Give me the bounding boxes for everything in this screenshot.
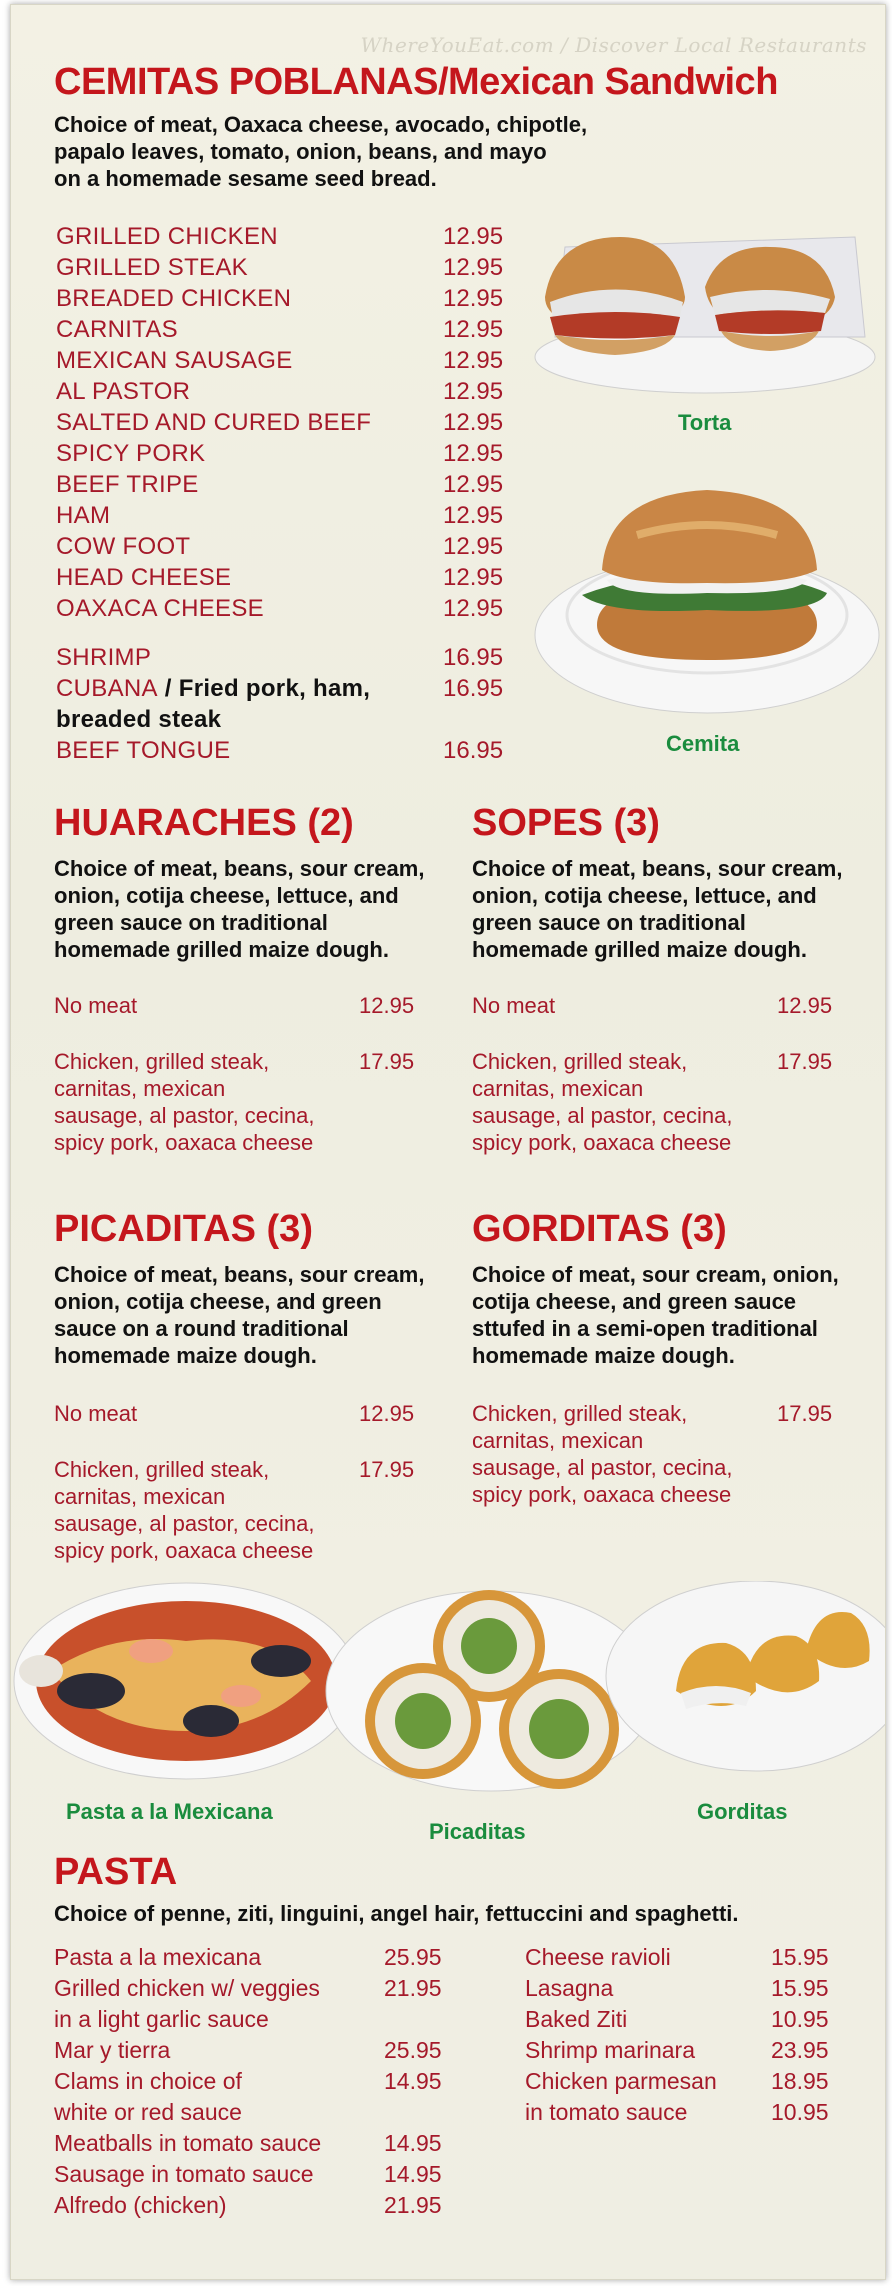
desc-line: onion, cotija cheese, and green: [54, 1289, 382, 1314]
menu-item-meats: [472, 1048, 733, 1156]
cemita-caption: Cemita: [666, 731, 740, 756]
pasta-prices-left: [384, 1942, 442, 2221]
menu-price: 10.95: [771, 2099, 829, 2125]
menu-price: 12.95: [443, 285, 504, 312]
item-line: carnitas, mexican: [54, 1076, 226, 1101]
cemitas-prices: [443, 221, 503, 624]
pasta-prices-right: [771, 1942, 829, 2128]
menu-price: 10.95: [771, 2006, 829, 2032]
menu-item-meats: [54, 1048, 315, 1156]
menu-item: in tomato sauce: [525, 2099, 688, 2125]
menu-price: 12.95: [443, 254, 504, 281]
menu-item-cubana: [56, 673, 370, 704]
desc-line: sauce on a round traditional: [54, 1316, 349, 1341]
menu-item: Grilled chicken w/ veggies: [54, 1975, 320, 2001]
item-line: carnitas, mexican: [54, 1484, 226, 1509]
menu-item: AL PASTOR: [56, 378, 191, 405]
menu-item: Pasta a la mexicana: [54, 1944, 262, 1970]
menu-item: SHRIMP: [56, 644, 152, 671]
menu-item: Baked Ziti: [525, 2006, 628, 2032]
picaditas-description: [54, 1261, 424, 1369]
huaraches-description: [54, 855, 424, 963]
menu-price: 17.95: [359, 1457, 415, 1482]
picaditas-photo-caption: Picaditas: [429, 1819, 526, 1844]
menu-price: 15.95: [771, 1975, 829, 2001]
cubana-name: CUBANA: [56, 675, 158, 702]
menu-price: 12.95: [443, 533, 504, 560]
menu-item: COW FOOT: [56, 533, 191, 560]
cubana-detail: Fried pork, ham,: [178, 675, 371, 702]
cemitas-items: [56, 221, 376, 624]
torta-caption: Torta: [678, 410, 732, 435]
menu-item: SPICY PORK: [56, 440, 206, 467]
gorditas-title: GORDITAS (3): [472, 1208, 727, 1250]
desc-line: green sauce on traditional: [472, 910, 746, 935]
menu-item: Sausage in tomato sauce: [54, 2161, 314, 2187]
desc-line: Choice of meat, beans, sour cream,: [54, 1262, 425, 1287]
menu-price: [384, 2004, 442, 2035]
pasta-description: Choice of penne, ziti, linguini, angel hair, fettuccini and spaghetti.: [54, 1901, 739, 1926]
desc-line: homemade maize dough.: [472, 1343, 735, 1368]
menu-item: Shrimp marinara: [525, 2037, 695, 2063]
desc-line: onion, cotija cheese, lettuce, and: [472, 883, 817, 908]
desc-line: green sauce on traditional: [54, 910, 328, 935]
menu-item: Mar y tierra: [54, 2037, 171, 2063]
menu-price: 12.95: [443, 471, 504, 498]
menu-price: 12.95: [443, 440, 504, 467]
item-line: sausage, al pastor, cecina,: [54, 1103, 315, 1128]
gorditas-photo-caption: Gorditas: [697, 1799, 788, 1824]
cubana-separator: /: [157, 675, 179, 702]
menu-price: 23.95: [771, 2037, 829, 2063]
pasta-items-left: [54, 1942, 321, 2221]
menu-price: 16.95: [443, 644, 504, 671]
cemita-photo: [527, 475, 886, 725]
item-line: Chicken, grilled steak,: [472, 1401, 688, 1426]
desc-line: onion, cotija cheese, lettuce, and: [54, 883, 399, 908]
menu-item-meats: [54, 1456, 315, 1564]
cemitas-description: [54, 111, 587, 192]
menu-item: Alfredo (chicken): [54, 2192, 227, 2218]
menu-page: [10, 4, 886, 2280]
pasta-title: PASTA: [54, 1851, 178, 1893]
menu-price: 12.95: [443, 502, 504, 529]
desc-line: Choice of meat, beans, sour cream,: [472, 856, 843, 881]
menu-item: Cheese ravioli: [525, 1944, 671, 1970]
menu-item: Chicken parmesan: [525, 2068, 717, 2094]
desc-line: homemade grilled maize dough.: [54, 937, 389, 962]
menu-price: 16.95: [443, 675, 504, 702]
item-line: sausage, al pastor, cecina,: [472, 1103, 733, 1128]
item-line: Chicken, grilled steak,: [472, 1049, 688, 1074]
cubana-detail: breaded steak: [56, 706, 222, 733]
desc-line: papalo leaves, tomato, onion, beans, and mayo: [54, 139, 547, 164]
menu-price: 18.95: [771, 2068, 829, 2094]
menu-item: CARNITAS: [56, 316, 178, 343]
menu-price: 12.95: [443, 595, 504, 622]
item-line: spicy pork, oaxaca cheese: [472, 1482, 732, 1507]
item-line: Chicken, grilled steak,: [54, 1049, 270, 1074]
item-line: spicy pork, oaxaca cheese: [54, 1538, 314, 1563]
menu-item: white or red sauce: [54, 2099, 242, 2125]
menu-price: 15.95: [771, 1944, 829, 1970]
menu-price: 14.95: [384, 2068, 442, 2094]
menu-item: HAM: [56, 502, 111, 529]
menu-item: Lasagna: [525, 1975, 614, 2001]
desc-line: on a homemade sesame seed bread.: [54, 166, 437, 191]
item-line: carnitas, mexican: [472, 1428, 644, 1453]
picaditas-title: PICADITAS (3): [54, 1208, 313, 1250]
item-line: sausage, al pastor, cecina,: [54, 1511, 315, 1536]
menu-item: SALTED AND CURED BEEF: [56, 409, 372, 436]
menu-price: 16.95: [443, 737, 504, 764]
menu-item: MEXICAN SAUSAGE: [56, 347, 293, 374]
watermark: WhereYouEat.com / Discover Local Restaurants: [360, 33, 867, 57]
menu-price: 25.95: [384, 1944, 442, 1970]
menu-item: GRILLED STEAK: [56, 254, 248, 281]
menu-item: No meat: [472, 993, 556, 1018]
desc-line: homemade grilled maize dough.: [472, 937, 807, 962]
desc-line: Choice of meat, sour cream, onion,: [472, 1262, 839, 1287]
menu-item: No meat: [54, 1401, 138, 1426]
menu-price: 25.95: [384, 2037, 442, 2063]
menu-item: Clams in choice of: [54, 2068, 242, 2094]
item-line: carnitas, mexican: [472, 1076, 644, 1101]
desc-line: Choice of meat, Oaxaca cheese, avocado, chipotle,: [54, 112, 588, 137]
item-line: sausage, al pastor, cecina,: [472, 1455, 733, 1480]
menu-price: 12.95: [443, 409, 504, 436]
menu-price: 12.95: [443, 223, 504, 250]
menu-item: No meat: [54, 993, 138, 1018]
menu-item: BREADED CHICKEN: [56, 285, 292, 312]
menu-price: 12.95: [443, 347, 504, 374]
menu-price: 21.95: [384, 1975, 442, 2001]
menu-price: 17.95: [359, 1049, 415, 1074]
menu-item-meats: [472, 1400, 733, 1508]
huaraches-title: HUARACHES (2): [54, 802, 354, 844]
food-photo-row: [11, 1581, 886, 1793]
menu-price: 14.95: [384, 2130, 442, 2156]
menu-item: Meatballs in tomato sauce: [54, 2130, 322, 2156]
pasta-items-right: [525, 1942, 717, 2128]
torta-photo: [525, 217, 881, 397]
gorditas-description: [472, 1261, 839, 1369]
menu-price: 17.95: [777, 1049, 833, 1074]
menu-price: 12.95: [777, 993, 833, 1018]
sopes-title: SOPES (3): [472, 802, 660, 844]
desc-line: cotija cheese, and green sauce: [472, 1289, 797, 1314]
menu-price: 12.95: [359, 993, 415, 1018]
menu-price: [384, 2097, 442, 2128]
item-line: spicy pork, oaxaca cheese: [472, 1130, 732, 1155]
menu-price: 14.95: [384, 2161, 442, 2187]
menu-item: OAXACA CHEESE: [56, 595, 264, 622]
menu-item: in a light garlic sauce: [54, 2006, 269, 2032]
cemitas-title: CEMITAS POBLANAS/Mexican Sandwich: [54, 61, 778, 103]
menu-item: BEEF TRIPE: [56, 471, 199, 498]
menu-price: 12.95: [359, 1401, 415, 1426]
menu-price: 21.95: [384, 2192, 442, 2218]
menu-price: 12.95: [443, 316, 504, 343]
menu-item: BEEF TONGUE: [56, 737, 231, 764]
pasta-photo-caption: Pasta a la Mexicana: [66, 1799, 273, 1824]
desc-line: Choice of meat, beans, sour cream,: [54, 856, 425, 881]
desc-line: homemade maize dough.: [54, 1343, 317, 1368]
item-line: Chicken, grilled steak,: [54, 1457, 270, 1482]
menu-item: HEAD CHEESE: [56, 564, 232, 591]
menu-item: GRILLED CHICKEN: [56, 223, 278, 250]
item-line: spicy pork, oaxaca cheese: [54, 1130, 314, 1155]
menu-price: 12.95: [443, 378, 504, 405]
sopes-description: [472, 855, 842, 963]
desc-line: sttufed in a semi-open traditional: [472, 1316, 818, 1341]
menu-price: 17.95: [777, 1401, 833, 1426]
menu-price: 12.95: [443, 564, 504, 591]
